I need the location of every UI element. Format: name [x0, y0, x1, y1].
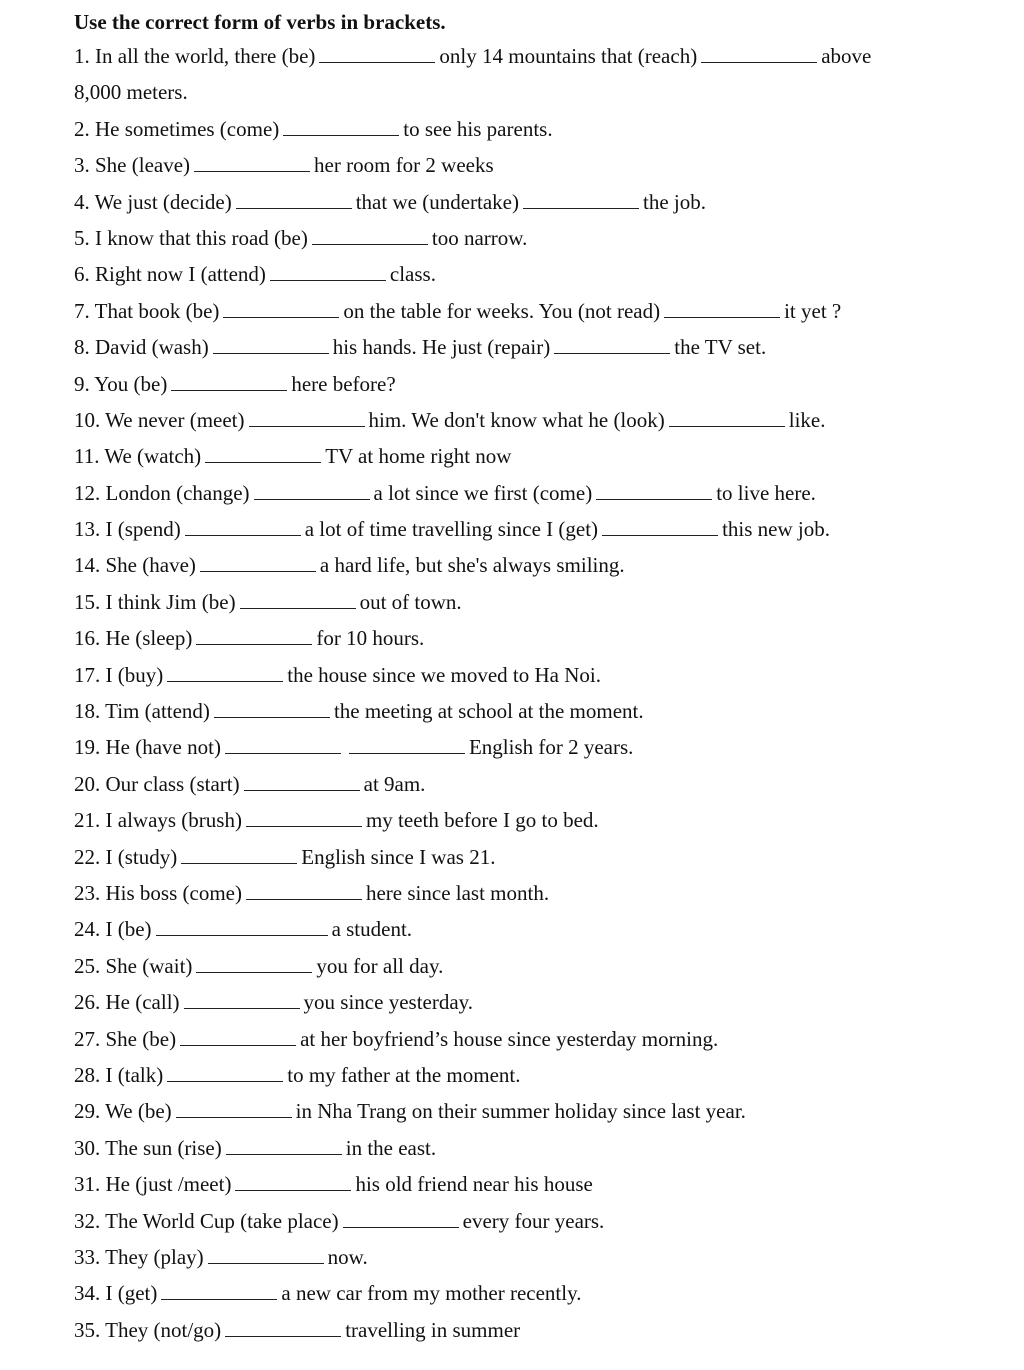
exercise-line [74, 1130, 994, 1166]
exercise-line [74, 802, 994, 838]
answer-blank[interactable] [343, 1226, 459, 1228]
exercise-line [74, 620, 994, 656]
exercise-text: it yet ? [784, 298, 842, 323]
answer-blank[interactable] [223, 316, 339, 318]
answer-blank[interactable] [244, 789, 360, 791]
answer-blank[interactable] [246, 898, 362, 900]
exercise-text: to live here. [716, 480, 816, 505]
exercise-line [74, 1239, 994, 1275]
exercise-line [74, 438, 994, 474]
answer-blank[interactable] [161, 1298, 277, 1300]
exercise-text: here since last month. [365, 880, 550, 905]
answer-blank[interactable] [208, 1262, 324, 1264]
exercise-line [74, 1057, 994, 1093]
exercise-text: you for all day. [316, 953, 444, 978]
exercise-text: 10. We never (meet) [74, 407, 245, 432]
exercise-line [74, 1021, 994, 1057]
exercise-text: like. [788, 407, 826, 432]
exercise-text: 17. I (buy) [74, 662, 164, 687]
exercise-line [74, 875, 994, 911]
answer-blank[interactable] [246, 825, 362, 827]
answer-blank[interactable] [214, 716, 330, 718]
exercise-text: 13. I (spend) [74, 517, 181, 542]
exercise-line [74, 657, 994, 693]
exercise-line [74, 984, 994, 1020]
exercise-line [74, 1166, 994, 1202]
exercise-text: the TV set. [674, 335, 767, 360]
exercise-text: to my father at the moment. [287, 1062, 521, 1087]
answer-blank[interactable] [167, 1080, 283, 1082]
exercise-line [74, 256, 994, 292]
exercise-line [74, 948, 994, 984]
answer-blank[interactable] [226, 1153, 342, 1155]
exercise-line [74, 1275, 994, 1311]
exercise-text: 30. The sun (rise) [74, 1135, 222, 1160]
answer-blank[interactable] [225, 752, 341, 754]
answer-blank[interactable] [270, 279, 386, 281]
answer-blank[interactable] [602, 534, 718, 536]
exercise-text: 14. She (have) [74, 553, 196, 578]
exercise-text: this new job. [722, 517, 830, 542]
exercise-text: 34. I (get) [74, 1281, 158, 1306]
exercise-text: every four years. [462, 1208, 605, 1233]
answer-blank[interactable] [240, 607, 356, 609]
answer-blank[interactable] [200, 570, 316, 572]
exercise-text: out of town. [359, 589, 462, 614]
exercise-text: English for 2 years. [468, 735, 634, 760]
exercise-text: 5. I know that this road (be) [74, 225, 308, 250]
answer-blank[interactable] [254, 498, 370, 500]
exercise-line [74, 38, 994, 74]
answer-blank[interactable] [156, 934, 328, 936]
exercise-text: 23. His boss (come) [74, 880, 242, 905]
exercise-text: my teeth before I go to bed. [365, 808, 599, 833]
answer-blank[interactable] [196, 643, 312, 645]
exercise-text: the job. [642, 189, 706, 214]
exercise-text: his hands. He just (repair) [332, 335, 551, 360]
exercise-text: 27. She (be) [74, 1026, 177, 1051]
exercise-text: 25. She (wait) [74, 953, 193, 978]
exercise-text: 11. We (watch) [74, 444, 202, 469]
exercise-text: in Nha Trang on their summer holiday since last year. [295, 1099, 746, 1124]
exercise-text: 8,000 meters. [74, 80, 188, 105]
exercise-text: 3. She (leave) [74, 153, 191, 178]
exercise-text: here before? [291, 371, 396, 396]
answer-blank[interactable] [167, 680, 283, 682]
answer-blank[interactable] [235, 1189, 351, 1191]
exercise-line [74, 547, 994, 583]
exercise-text: 2. He sometimes (come) [74, 116, 280, 141]
exercise-text: his old friend near his house [355, 1172, 593, 1197]
exercise-text: above [821, 44, 872, 68]
exercise-text: 20. Our class (start) [74, 771, 240, 796]
exercise-line [74, 475, 994, 511]
answer-blank[interactable] [319, 61, 435, 63]
exercise-line [74, 584, 994, 620]
exercise-text: 7. That book (be) [74, 298, 220, 323]
exercise-text: 22. I (study) [74, 844, 178, 869]
exercise-text: 33. They (play) [74, 1244, 204, 1269]
answer-blank[interactable] [213, 352, 329, 354]
answer-blank[interactable] [225, 1335, 341, 1337]
exercise-line [74, 366, 994, 402]
exercise-text: you since yesterday. [303, 990, 474, 1015]
answer-blank[interactable] [249, 425, 365, 427]
exercise-text: 8. David (wash) [74, 335, 209, 360]
answer-blank[interactable] [596, 498, 712, 500]
exercise-text: at her boyfriend’s house since yesterday morning. [300, 1026, 719, 1051]
exercise-text: 1. In all the world, there (be) [74, 44, 316, 68]
exercise-text: a student. [331, 917, 413, 942]
exercise-text: that we (undertake) [355, 189, 519, 214]
exercise-text: 6. Right now I (attend) [74, 262, 266, 287]
exercise-text: a lot since we first (come) [373, 480, 593, 505]
exercise-line [74, 911, 994, 947]
worksheet-title: Use the correct form of verbs in brackets. [74, 10, 446, 34]
exercise-text: the house since we moved to Ha Noi. [287, 662, 601, 687]
answer-blank[interactable] [312, 243, 428, 245]
exercise-text: him. We don't know what he (look) [368, 407, 665, 432]
exercise-text: to see his parents. [403, 116, 553, 141]
answer-blank[interactable] [180, 1044, 296, 1046]
exercise-line [74, 1093, 994, 1129]
exercise-line [74, 1203, 994, 1239]
exercise-line [74, 693, 994, 729]
answer-blank[interactable] [283, 134, 399, 136]
exercise-line [74, 766, 994, 802]
exercise-text: a hard life, but she's always smiling. [319, 553, 625, 578]
exercise-line [74, 511, 994, 547]
exercise-text: only 14 mountains that (reach) [439, 44, 698, 68]
exercise-text: a new car from my mother recently. [281, 1281, 582, 1306]
exercise-text: 24. I (be) [74, 917, 152, 942]
exercise-text: 28. I (talk) [74, 1062, 164, 1087]
exercise-text: 31. He (just /meet) [74, 1172, 232, 1197]
answer-blank[interactable] [196, 971, 312, 973]
answer-blank[interactable] [171, 389, 287, 391]
answer-blank[interactable] [554, 352, 670, 354]
exercise-text: 19. He (have not) [74, 735, 221, 760]
answer-blank[interactable] [664, 316, 780, 318]
answer-blank[interactable] [194, 170, 310, 172]
exercise-text: 35. They (not/go) [74, 1317, 222, 1342]
exercise-text: 4. We just (decide) [74, 189, 232, 214]
answer-blank[interactable] [185, 534, 301, 536]
answer-blank[interactable] [205, 461, 321, 463]
exercise-text: class. [389, 262, 436, 287]
exercise-text: 9. You (be) [74, 371, 168, 396]
exercise-text: too narrow. [431, 225, 528, 250]
exercise-line [74, 1312, 994, 1348]
worksheet [74, 8, 994, 1348]
answer-blank[interactable] [701, 61, 817, 63]
exercise-text: 16. He (sleep) [74, 626, 193, 651]
exercise-text: 26. He (call) [74, 990, 180, 1015]
exercise-text: now. [327, 1244, 368, 1269]
exercise-line [74, 184, 994, 220]
exercise-text: a lot of time travelling since I (get) [304, 517, 599, 542]
exercise-line [74, 111, 994, 147]
exercise-line [74, 74, 994, 110]
exercise-text: English since I was 21. [301, 844, 496, 869]
exercise-text: travelling in summer [345, 1317, 521, 1342]
answer-blank[interactable] [669, 425, 785, 427]
answer-blank[interactable] [176, 1116, 292, 1118]
exercise-list [74, 38, 994, 1348]
exercise-text: her room for 2 weeks [314, 153, 494, 178]
exercise-line [74, 293, 994, 329]
exercise-text: 32. The World Cup (take place) [74, 1208, 339, 1233]
exercise-line [74, 147, 994, 183]
exercise-text: in the east. [345, 1135, 437, 1160]
exercise-line [74, 729, 994, 765]
exercise-text: 21. I always (brush) [74, 808, 242, 833]
exercise-text: 12. London (change) [74, 480, 250, 505]
exercise-line [74, 329, 994, 365]
answer-blank[interactable] [184, 1007, 300, 1009]
exercise-text: 29. We (be) [74, 1099, 172, 1124]
exercise-text: for 10 hours. [316, 626, 425, 651]
exercise-text: the meeting at school at the moment. [333, 699, 644, 724]
exercise-text: TV at home right now [325, 444, 512, 469]
exercise-line [74, 402, 994, 438]
exercise-text: 18. Tim (attend) [74, 699, 210, 724]
answer-blank[interactable] [523, 207, 639, 209]
answer-blank[interactable] [181, 862, 297, 864]
exercise-line [74, 220, 994, 256]
exercise-text: at 9am. [363, 771, 426, 796]
exercise-text: 15. I think Jim (be) [74, 589, 236, 614]
exercise-line [74, 839, 994, 875]
answer-blank[interactable] [349, 752, 465, 754]
answer-blank[interactable] [236, 207, 352, 209]
exercise-text: on the table for weeks. You (not read) [343, 298, 661, 323]
